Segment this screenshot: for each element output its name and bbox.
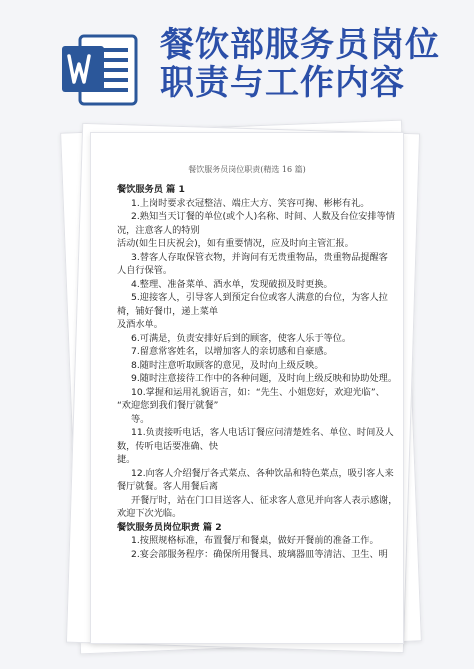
section-heading: 餐饮服务员岗位职责 篇 2 (117, 521, 222, 533)
paragraph-line: 9.随时注意接待工作中的各种问题，及时向上级反映和协助处理。 (131, 373, 398, 384)
paragraph-line: 椅，铺好餐巾，递上菜单 (117, 305, 219, 317)
paragraph-line: 人自行保管。 (117, 265, 173, 276)
paragraph-line: 10.掌握和运用礼貌语言，如：“先生、小姐您好，欢迎光临”、 (131, 386, 385, 398)
banner (0, 0, 474, 120)
paragraph-line: “欢迎您到我们餐厅就餐” (117, 400, 219, 411)
paragraph-line: 况，注意客人的特别 (117, 224, 200, 236)
page-title (160, 26, 440, 102)
paragraph-line: 欢迎下次光临。 (117, 508, 182, 519)
paragraph-line: 4.整理、准备菜单、酒水单，发现破损及时更换。 (131, 278, 333, 290)
paragraph-line: 2.熟知当天订餐的单位(或个人)名称、时间、人数及台位安排等情 (131, 211, 395, 222)
title-line-2: 职责与工作内容 (160, 63, 405, 103)
word-document-icon (60, 32, 140, 108)
paragraph-line: 11.负责接听电话，客人电话订餐应问清楚姓名、单位、时间及人 (131, 427, 394, 438)
paragraph-line: 7.留意常客姓名，以增加客人的亲切感和自豪感。 (131, 346, 333, 357)
document-header: 餐饮服务员岗位职责(精选 16 篇) (188, 165, 306, 174)
paragraph-line: 1.上岗时要求衣冠整洁、端庄大方、笑容可掬、彬彬有礼。 (131, 197, 370, 209)
paragraph-line: 12.向客人介绍餐厅各式菜点、各种饮品和特色菜点，吸引客人来 (131, 467, 394, 479)
paragraph-line: 5.迎接客人，引导客人到预定台位或客人满意的台位，为客人拉 (131, 292, 388, 303)
paragraph-line: 餐厅就餐。客人用餐后离 (117, 481, 219, 492)
paragraph-line: 及酒水单。 (117, 319, 163, 330)
paragraph-line: 开餐厅时，站在门口目送客人、征求客人意见并向客人表示感谢， (131, 494, 398, 506)
title-line-1: 餐饮部服务员岗位 (160, 25, 440, 65)
paragraph-line: 数，传听电话要准确、快 (117, 440, 219, 452)
document-body (117, 183, 402, 561)
paragraph-line: 等。 (131, 413, 150, 425)
section-heading: 餐饮服务员 篇 1 (117, 184, 185, 195)
paragraph-line: 3.替客人存取保管衣物，并询问有无贵重物品，贵重物品提醒客 (131, 251, 388, 263)
paragraph-line: 1.按照规格标准，布置餐厅和餐桌，做好开餐前的准备工作。 (131, 535, 379, 546)
paragraph-line: 6.可满是，负责安排好后到的顾客，使客人乐于等位。 (131, 332, 352, 344)
document-page[interactable] (90, 132, 404, 644)
paragraph-line: 活动(如生日庆祝会)，如有重要情况，应及时向主管汇报。 (117, 238, 354, 249)
paragraph-line: 捷。 (117, 454, 136, 465)
paragraph-line: 8.随时注意听取顾客的意见，及时向上级反映。 (131, 359, 324, 371)
paragraph-line: 2.宴会部服务程序：确保所用餐具、玻璃器皿等清洁、卫生、明 (131, 548, 388, 560)
